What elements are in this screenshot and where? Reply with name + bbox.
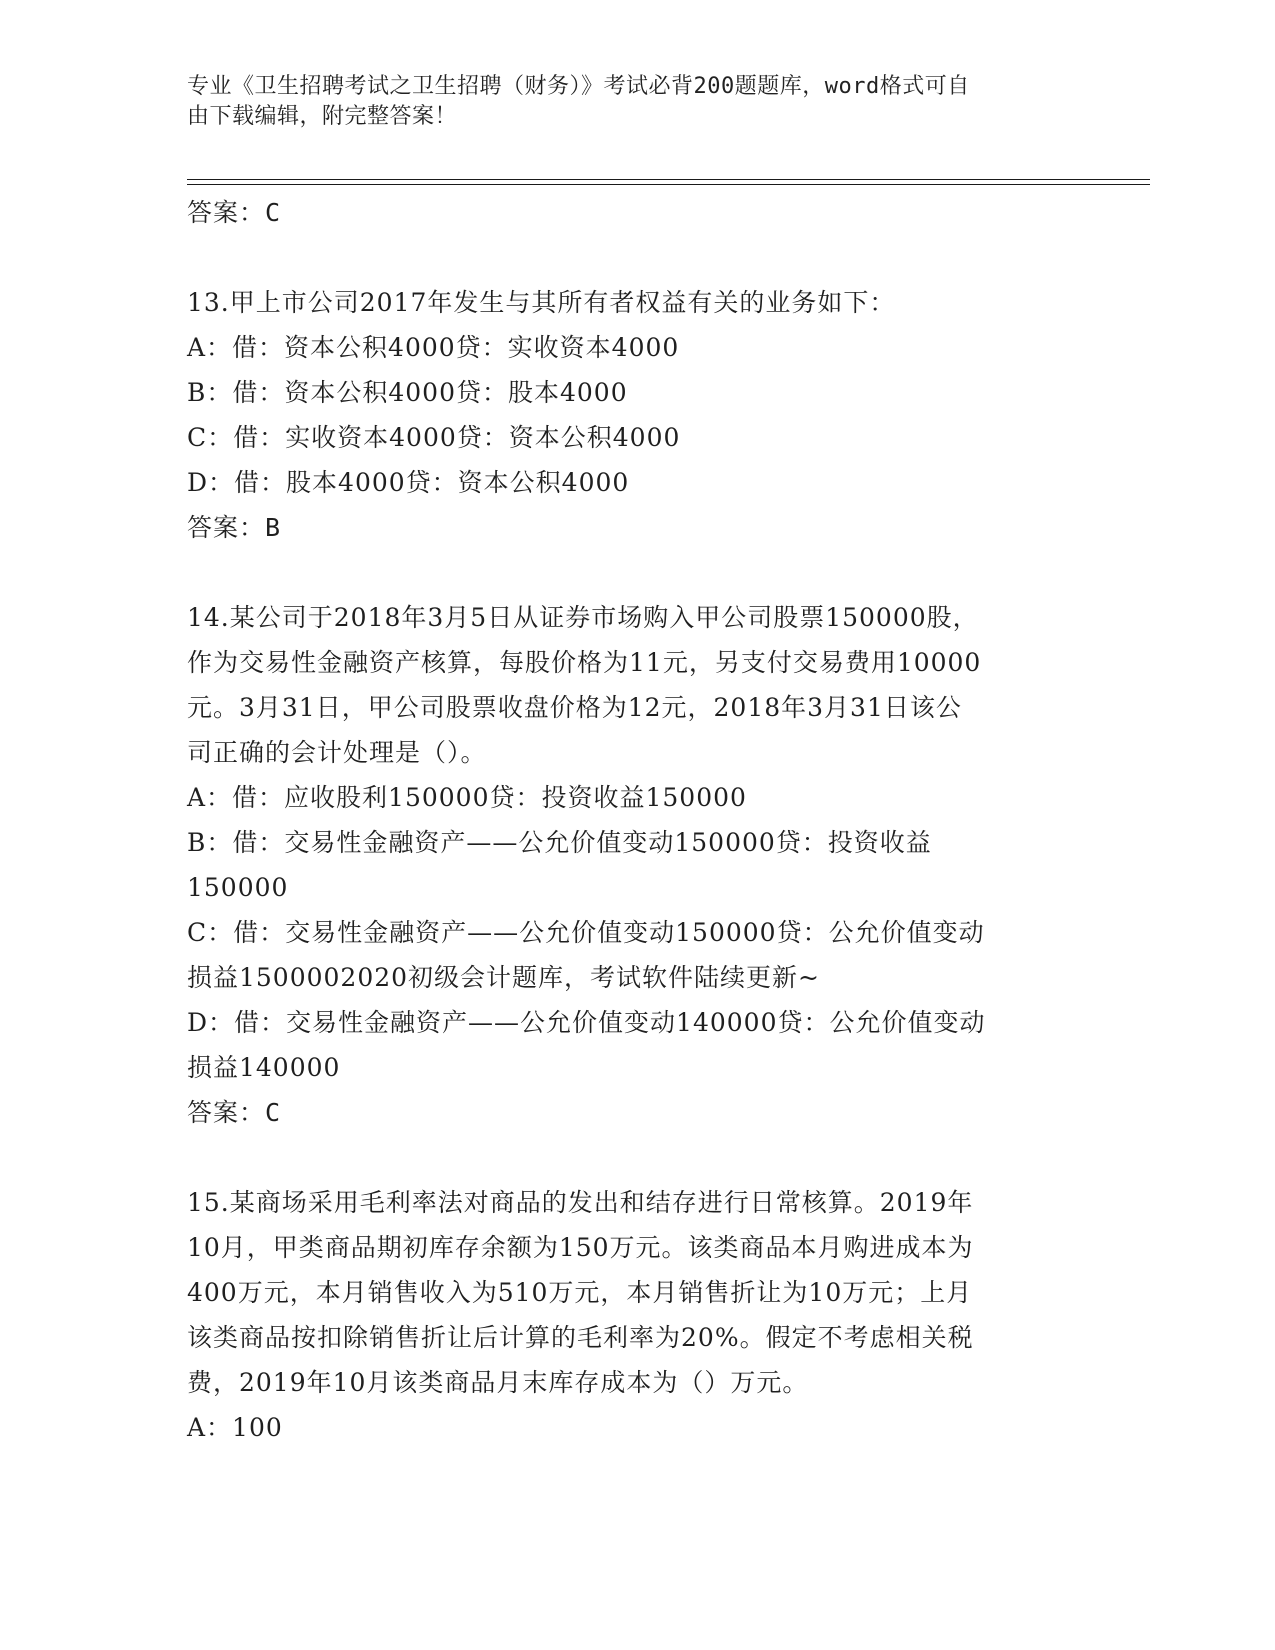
question-15-text-line-3: 400万元，本月销售收入为510万元，本月销售折让为10万元；上月 (187, 1278, 973, 1307)
document-header (187, 72, 1057, 132)
question-14-answer: 答案：C (187, 1098, 282, 1127)
question-14-option-c-line-1: C：借：交易性金融资产——公允价值变动150000贷：公允价值变动 (187, 918, 985, 947)
question-14-option-b-line-2: 150000 (187, 873, 289, 902)
question-content (187, 190, 1087, 1450)
spacer (187, 550, 1087, 595)
question-15-text-line-4: 该类商品按扣除销售折让后计算的毛利率为20%。假定不考虑相关税 (187, 1323, 974, 1352)
question-14-text-line-4: 司正确的会计处理是（）。 (187, 738, 487, 767)
question-13-option-a: A：借：资本公积4000贷：实收资本4000 (187, 333, 680, 362)
question-14-option-d-line-1: D：借：交易性金融资产——公允价值变动140000贷：公允价值变动 (187, 1008, 986, 1037)
question-13-option-b: B：借：资本公积4000贷：股本4000 (187, 378, 628, 407)
spacer (187, 1135, 1087, 1180)
question-13-option-d: D：借：股本4000贷：资本公积4000 (187, 468, 630, 497)
question-15-text-line-1: 15.某商场采用毛利率法对商品的发出和结存进行日常核算。2019年 (187, 1188, 974, 1217)
question-14-option-a: A：借：应收股利150000贷：投资收益150000 (187, 783, 747, 812)
question-13-answer: 答案：B (187, 513, 282, 542)
question-13-option-c: C：借：实收资本4000贷：资本公积4000 (187, 423, 681, 452)
header-line-1: 专业《卫生招聘考试之卫生招聘（财务）》考试必背200题题库，word格式可自 (187, 74, 970, 99)
header-divider-bottom (187, 184, 1150, 185)
question-13-text: 13.甲上市公司2017年发生与其所有者权益有关的业务如下： (187, 288, 896, 317)
header-line-2: 由下载编辑，附完整答案！ (187, 104, 458, 129)
question-14-option-c-line-2: 损益1500002020初级会计题库，考试软件陆续更新~ (187, 963, 821, 992)
question-14-text-line-1: 14.某公司于2018年3月5日从证券市场购入甲公司股票150000股， (187, 603, 979, 632)
question-15-text-line-2: 10月，甲类商品期初库存余额为150万元。该类商品本月购进成本为 (187, 1233, 974, 1262)
question-14-option-b-line-1: B：借：交易性金融资产——公允价值变动150000贷：投资收益 (187, 828, 932, 857)
question-14-text-line-2: 作为交易性金融资产核算，每股价格为11元，另支付交易费用10000 (187, 648, 982, 677)
previous-answer: 答案：C (187, 198, 282, 227)
question-15-text-line-5: 费，2019年10月该类商品月末库存成本为（）万元。 (187, 1368, 809, 1397)
question-14-text-line-3: 元。3月31日，甲公司股票收盘价格为12元，2018年3月31日该公 (187, 693, 962, 722)
question-15-option-a: A：100 (187, 1413, 283, 1442)
spacer (187, 235, 1087, 280)
question-14-option-d-line-2: 损益140000 (187, 1053, 341, 1082)
header-divider-top (187, 179, 1150, 180)
